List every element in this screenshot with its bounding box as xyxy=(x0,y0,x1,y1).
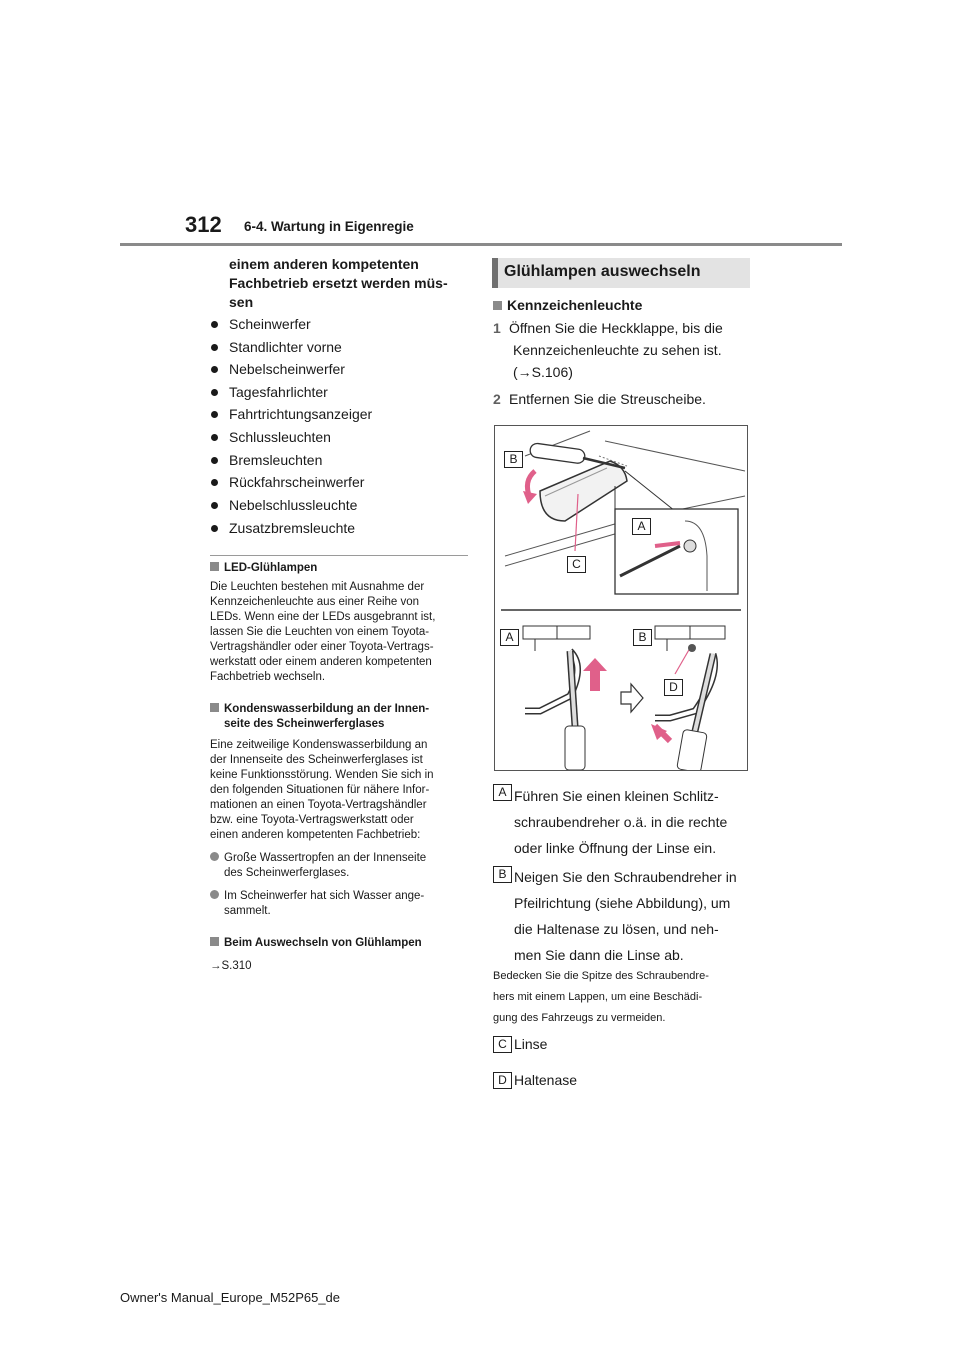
label-d: D xyxy=(664,679,683,696)
note-replace xyxy=(210,936,468,974)
bullet-item: Fahrtrichtungsanzeiger xyxy=(211,406,372,422)
label-a: A xyxy=(632,518,651,535)
bullet-item: Nebelscheinwerfer xyxy=(211,361,345,377)
bullet-dot-icon xyxy=(211,411,218,418)
note-replace-title: Beim Auswechseln von Glühlampen xyxy=(210,936,468,951)
section-heading: Glühlampen auswechseln xyxy=(492,258,750,288)
bullet-dot-icon xyxy=(211,389,218,396)
legend-a-text: Führen Sie einen kleinen Schlitz- schraubendreher o.ä. in die rechte oder linke Öffnung der Linse ein. xyxy=(514,788,728,856)
heading-bar xyxy=(492,258,498,288)
intro-line: einem anderen kompetenten xyxy=(229,256,419,272)
label-a: A xyxy=(500,629,519,646)
subheading: Kennzeichenleuchte xyxy=(493,294,642,316)
legend-key-d: D xyxy=(493,1072,512,1089)
bullet-dot-icon xyxy=(211,366,218,373)
intro-line: Fachbetrieb ersetzt werden müs- xyxy=(229,275,448,291)
square-bullet-icon xyxy=(210,703,219,712)
header-divider xyxy=(120,243,842,246)
note-condensation-title: Kondenswasserbildung an der Innen- seite des Scheinwerferglases xyxy=(210,702,468,732)
bullet-dot-icon xyxy=(211,525,218,532)
legend-key-b: B xyxy=(493,866,512,883)
legend-b-note: Bedecken Sie die Spitze des Schraubendre- hers mit einem Lappen, um eine Beschädi- gung des Fahrzeugs zu vermeiden. xyxy=(493,970,709,1024)
bullet-item: Scheinwerfer xyxy=(211,316,311,332)
square-bullet-icon xyxy=(493,301,502,310)
page-reference-link[interactable]: →S.310 xyxy=(210,960,252,972)
note-led-title: LED-Glühlampen xyxy=(210,561,468,576)
bullet-item: Zusatzbremsleuchte xyxy=(211,520,355,536)
label-b: B xyxy=(504,451,523,468)
note-led-body: Die Leuchten bestehen mit Ausnahme der Kennzeichenleuchte aus einer Reihe von LEDs. Wenn eine der LEDs ausgebrannt ist, lassen Sie die Leuchten von einem Toyota- Vertragshändler oder einer Toyota-Vertrags- werkstatt oder einem anderen kompetenten Fachbetrieb wechseln. xyxy=(210,581,436,683)
page-reference-link[interactable]: (→S.106) xyxy=(513,364,573,380)
note-condensation xyxy=(210,702,468,919)
illustration-svg xyxy=(495,426,747,770)
bullet-dot-icon xyxy=(211,321,218,328)
bullet-item: Rückfahrscheinwerfer xyxy=(211,474,364,490)
label-b: B xyxy=(633,629,652,646)
sub-bullet: Große Wassertropfen an der Innenseite des Scheinwerferglases. xyxy=(210,851,468,881)
bullet-dot-icon xyxy=(211,479,218,486)
circle-bullet-icon xyxy=(210,852,219,861)
bullet-item: Standlichter vorne xyxy=(211,339,342,355)
footer-text: Owner's Manual_Europe_M52P65_de xyxy=(120,1290,341,1305)
bullet-dot-icon xyxy=(211,344,218,351)
step-1: 1 Öffnen Sie die Heckklappe, bis die Kennzeichenleuchte zu sehen ist. (→S.106) xyxy=(493,317,751,383)
note-condensation-body: Eine zeitweilige Kondenswasserbildung an der Innenseite des Scheinwerferglases ist keine Funktionsstörung. Wenden Sie sich in den folgenden Situationen für nähere Infor- mationen an einen Toyota-Vertragshändler bzw. eine Toyota-Vertragswerkstatt oder einen anderen kompetenten Fachbetrieb: xyxy=(210,739,434,841)
legend-d-text: Haltenase xyxy=(514,1072,578,1088)
bullet-dot-icon xyxy=(211,457,218,464)
square-bullet-icon xyxy=(210,562,219,571)
legend-b-text: Neigen Sie den Schraubendreher in Pfeilrichtung (siehe Abbildung), um die Haltenase zu lösen, und neh- men Sie dann die Linse ab. xyxy=(514,869,737,963)
bullet-item: Nebelschlussleuchte xyxy=(211,497,357,513)
page-number: 312 xyxy=(185,212,222,237)
legend-c-text: Linse xyxy=(514,1036,548,1052)
bullet-item: Schlussleuchten xyxy=(211,429,331,445)
bullet-item: Tagesfahrlichter xyxy=(211,384,328,400)
circle-bullet-icon xyxy=(210,890,219,899)
bullet-dot-icon xyxy=(211,502,218,509)
sub-bullet: Im Scheinwerfer hat sich Wasser ange- sammelt. xyxy=(210,889,468,919)
legend-key-a: A xyxy=(493,784,512,801)
bullet-dot-icon xyxy=(211,434,218,441)
intro-line: sen xyxy=(229,294,254,310)
step-2: 2 Entfernen Sie die Streuscheibe. xyxy=(493,391,706,407)
bullet-item: Bremsleuchten xyxy=(211,452,322,468)
legend-key-c: C xyxy=(493,1036,512,1053)
label-c: C xyxy=(567,556,586,573)
intro-text xyxy=(229,255,469,312)
square-bullet-icon xyxy=(210,937,219,946)
note-led xyxy=(210,561,468,685)
notes-divider xyxy=(210,555,468,556)
illustration-license-plate-lamp xyxy=(494,425,748,771)
section-title: 6-4. Wartung in Eigenregie xyxy=(244,219,414,234)
